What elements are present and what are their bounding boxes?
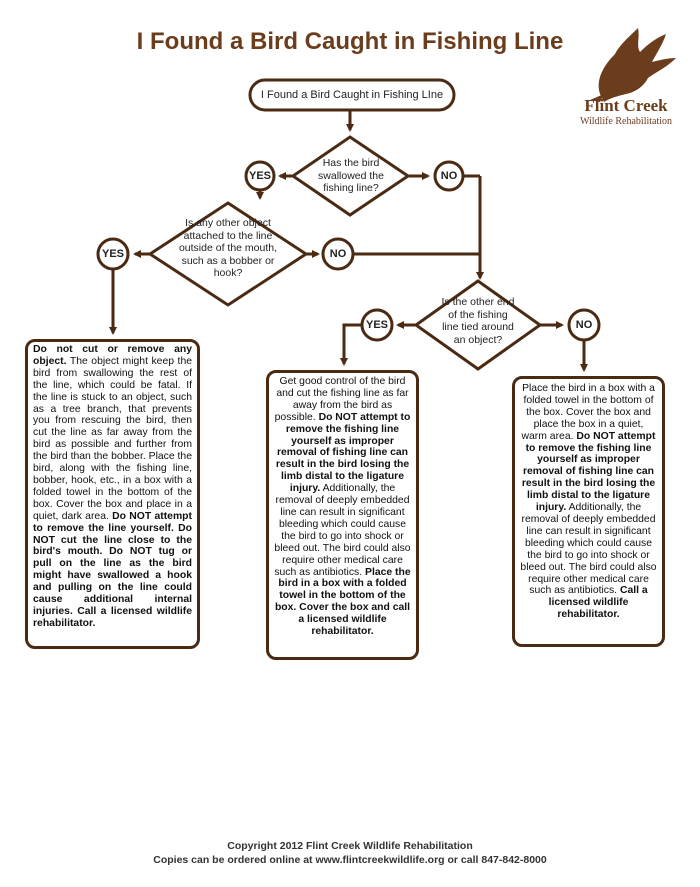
yes-label: YES <box>365 319 388 331</box>
decision-swallowed-label: Has the bird swallowed the fishing line? <box>318 157 384 194</box>
logo-subtitle: Wildlife Rehabilitation <box>579 116 673 127</box>
footer-copyright: Copyright 2012 Flint Creek Wildlife Rehabilitation <box>227 840 473 852</box>
page-title: I Found a Bird Caught in Fishing Line <box>136 28 564 55</box>
no-label: NO <box>329 248 347 260</box>
box3-text-2: Additionally, the removal of deeply embedded line can result in significant bleeding which could cause the bird to go into shock or bleed out. The bird could also require other medical care such as antibiotics. <box>520 502 657 597</box>
footer-order-info: Copies can be ordered online at www.flintcreekwildlife.org or call 847-842-8000 <box>153 854 547 866</box>
decision-attached-label: Is any other object attached to the line outside of the mouth, such as a bobber or hook? <box>178 217 278 279</box>
box1-bold-2: Do NOT attempt to remove the line yourself. Do NOT cut the line close to the bird's mouth. Do NOT tug or pull on the line as the bird might have swallowed a hook and pulling on the line could cause additional internal injuries. Call a licensed wildlife rehabilitator. <box>33 510 192 629</box>
box2-bold-2: Place the bird in a box with a folded towel in the bottom of the box. Cover the box and call a licensed wildlife rehabilitator. <box>274 566 411 638</box>
box3-text-1: Place the bird in a box with a folded towel in the bottom of the box. Cover the box and place the box in a quiet, warm area. <box>521 383 655 442</box>
no-label: NO <box>575 319 593 331</box>
logo-name: Flint Creek <box>584 96 668 115</box>
outcome-box-tied-line <box>266 370 419 660</box>
start-label: I Found a Bird Caught in Fishing LIne <box>260 89 444 101</box>
box3-bold-2: Call a licensed wildlife rehabilitator. <box>548 585 648 621</box>
yes-label: YES <box>248 170 271 182</box>
box3-bold-1: Do NOT attempt to remove the fishing line yourself as improper removal of fishing line can result in the bird losing the limb distal to the ligature injury. <box>521 430 656 514</box>
box2-text-2: Additionally, the removal of deeply embedded line can result in significant bleeding which could cause the bird to go into shock or bleed out. The bird could also require other medical care such as antibiotics. <box>274 483 411 578</box>
yes-label: YES <box>101 248 124 260</box>
no-label: NO <box>440 170 458 182</box>
box2-text-1: Get good control of the bird and cut the fishing line as far away from the bird as possible. <box>274 376 409 423</box>
box1-text-1: The object might keep the bird from swallowing the rest of the line, which could be fatal. If the line is stuck to an object, such as a tree branch, that prevents you from rescuing the bird, then cut the line as far away from the bird as possible and further from the bird than the bobber. Place the bird, along with the fishing line, bobber, hook, etc., in a box with a folded towel in the bottom of the box. Cover the box and place in a quiet, dark area. <box>33 355 192 522</box>
box1-bold-1: Do not cut or remove any object. <box>33 344 192 367</box>
decision-tied-label: Is the other end of the fishing line tied around an object? <box>441 296 515 346</box>
outcome-box-free-line <box>512 376 665 647</box>
box2-bold-1: Do NOT attempt to remove the fishing line yourself as improper removal of fishing line can result in the bird losing the limb distal to the ligature injury. <box>275 411 411 495</box>
outcome-box-attached-object <box>25 339 200 649</box>
